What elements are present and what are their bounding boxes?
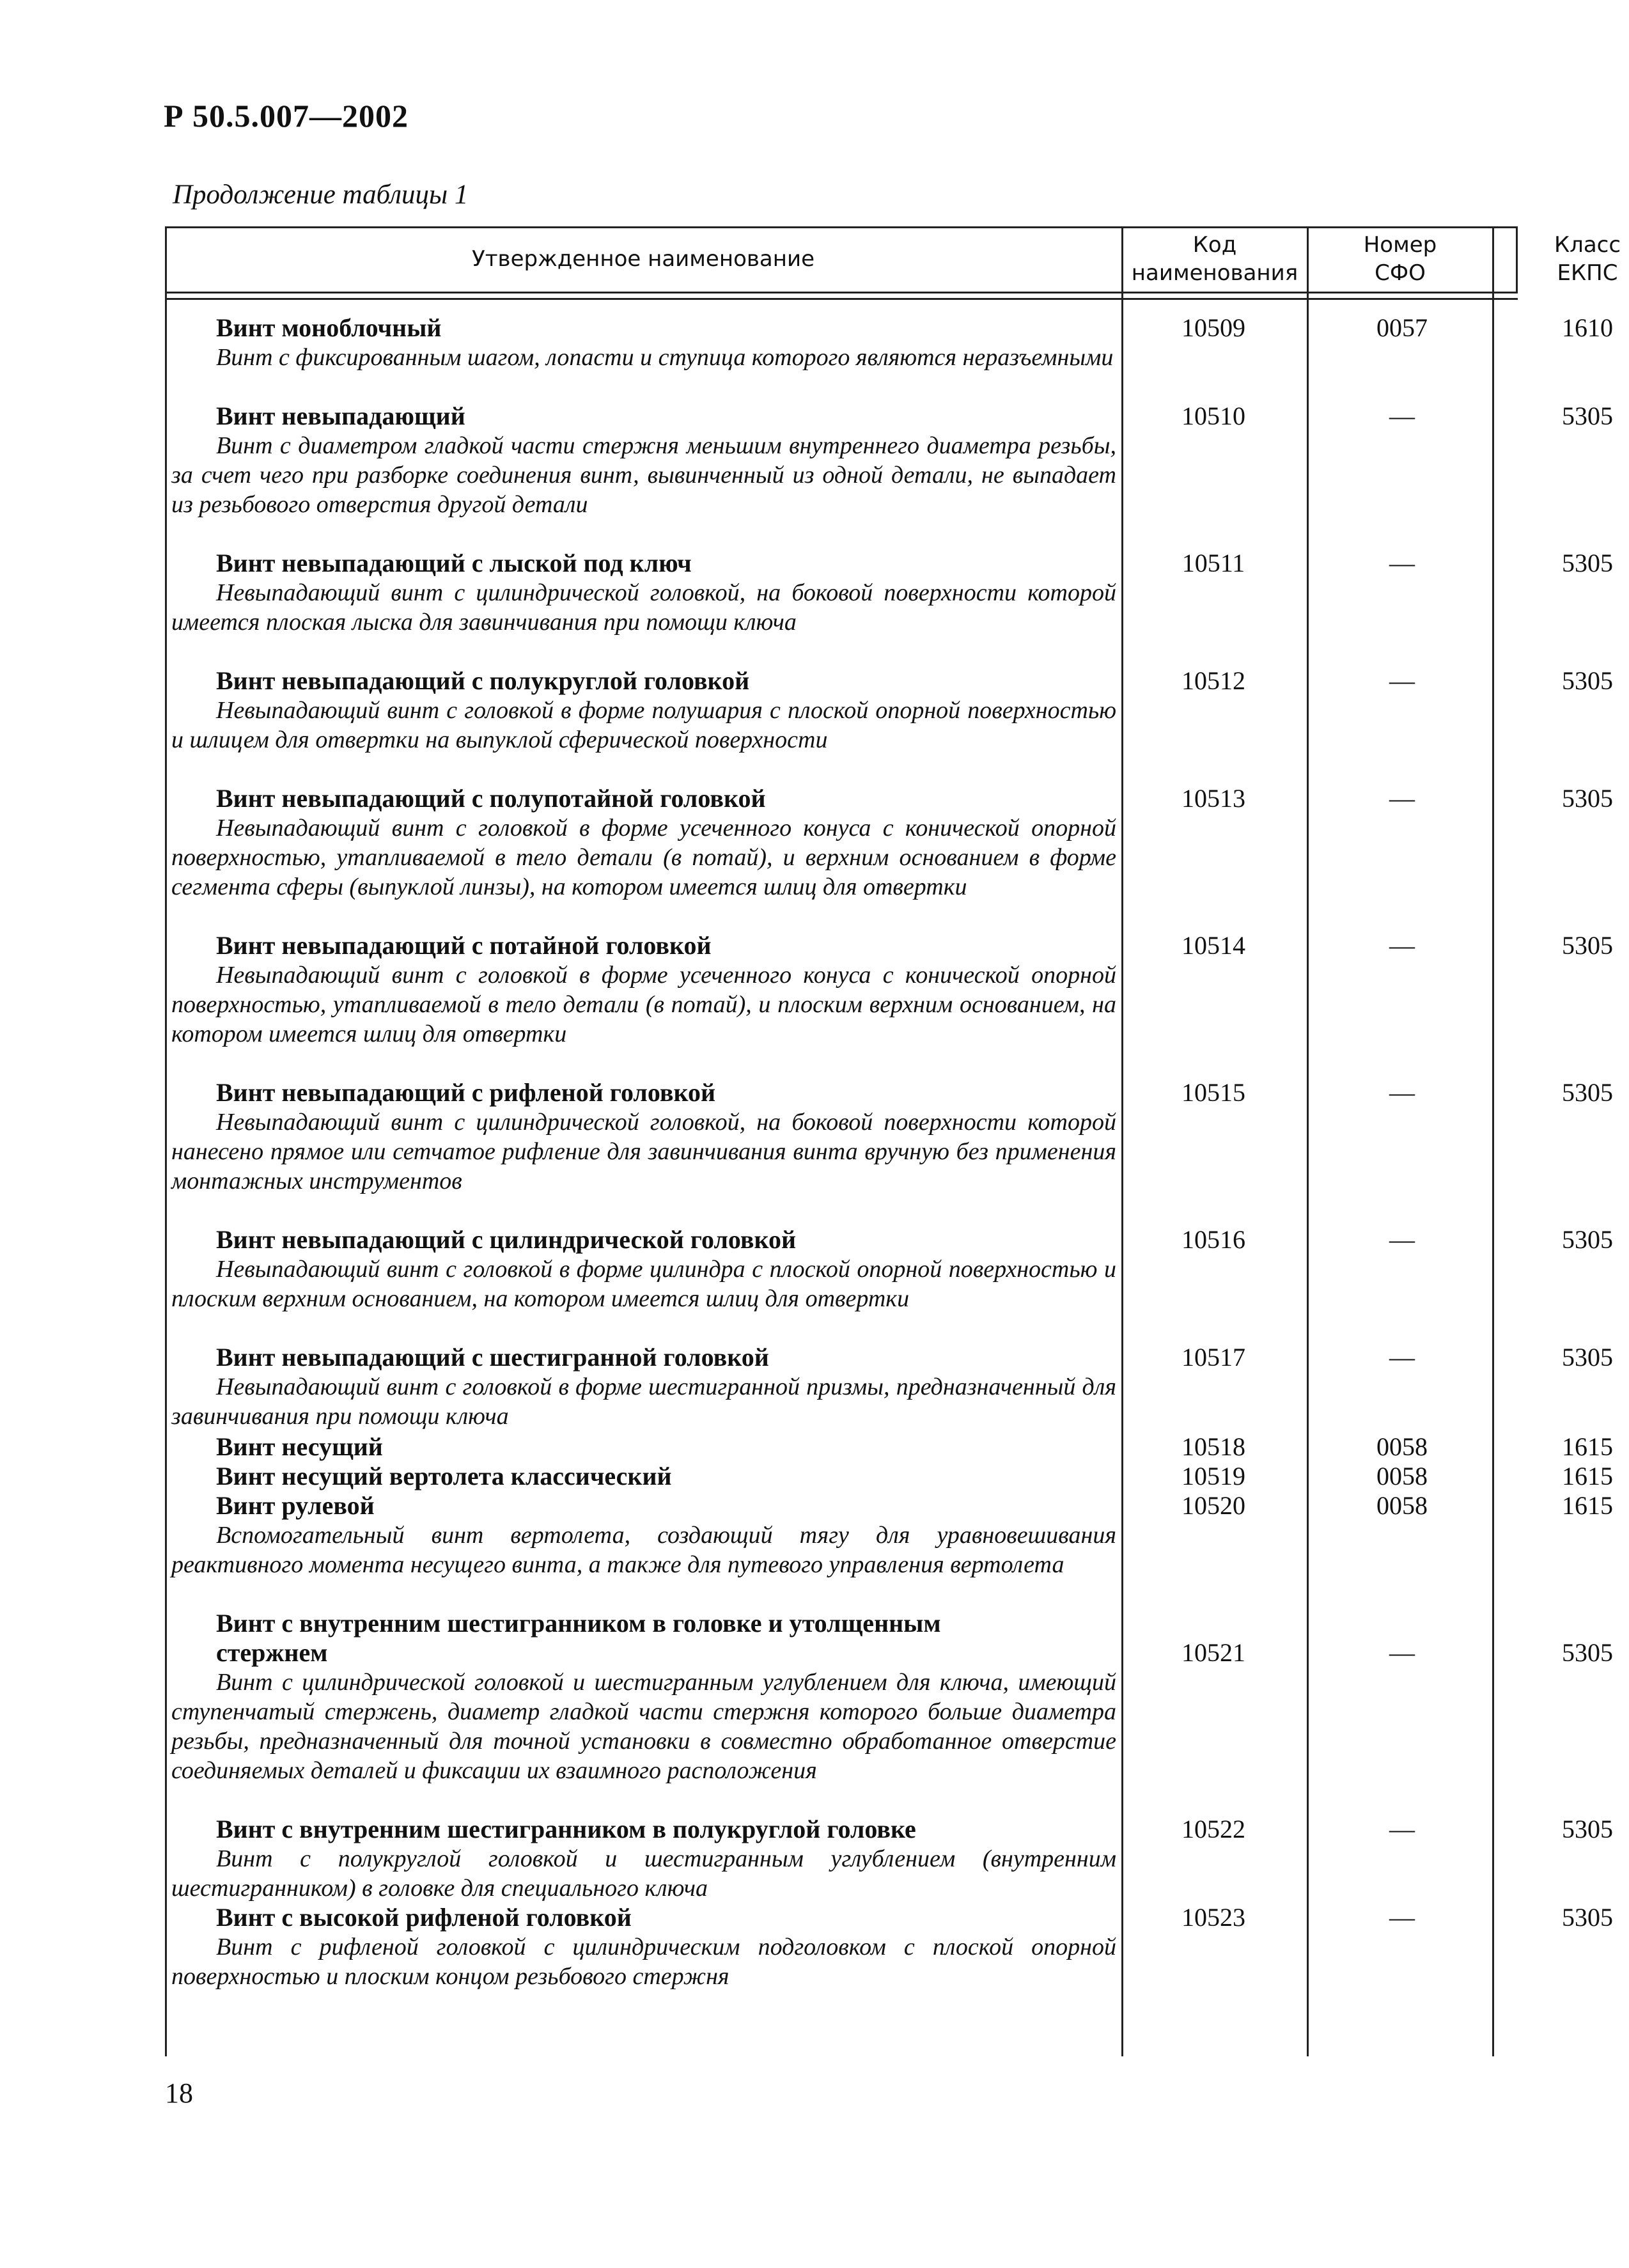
name-code: 10517 xyxy=(1181,1343,1245,1372)
term-definition: Винт с фиксированным шагом, лопасти и ступица которого являются неразъемными xyxy=(216,344,1114,371)
ekps-class: 5305 xyxy=(1562,402,1613,430)
sfo-number: — xyxy=(1389,666,1415,695)
column-divider-sfo xyxy=(1307,226,1309,2056)
term-definition: Невыпадающий винт с головкой в форме шестигранной призмы, предназначенный для завинчивания при помощи ключа xyxy=(171,1373,1116,1430)
header-divider xyxy=(165,292,1518,293)
name-code: 10520 xyxy=(1181,1491,1245,1520)
ekps-class: 1610 xyxy=(1562,313,1613,342)
sfo-number: — xyxy=(1389,1225,1415,1254)
name-code: 10510 xyxy=(1181,402,1245,430)
sfo-number: — xyxy=(1389,402,1415,430)
term-name: Винт несущий xyxy=(216,1432,383,1461)
ekps-class: 5305 xyxy=(1562,1638,1613,1667)
term-name: Винт невыпадающий с потайной головкой xyxy=(216,931,712,960)
name-code: 10511 xyxy=(1181,549,1245,577)
sfo-number: — xyxy=(1389,1903,1415,1932)
sfo-number: 0057 xyxy=(1376,313,1428,342)
sfo-number: — xyxy=(1389,549,1415,577)
column-header-sfo: Номер СФО xyxy=(1363,232,1437,286)
name-code: 10519 xyxy=(1181,1462,1245,1490)
term-definition: Невыпадающий винт с головкой в форме цилиндра с плоской опорной поверхностью и плоским верхним основанием, на котором имеется шлиц для отвертки xyxy=(171,1256,1116,1312)
term-name: Винт с внутренним шестигранником в полукруглой головке xyxy=(216,1815,916,1843)
term-definition: Винт с диаметром гладкой части стержня меньшим внутреннего диаметра резьбы, за счет чего при разборке соединения винт, вывинченный из одной детали, не выпадает из резьбового отверстия другой детали xyxy=(171,432,1116,518)
table-caption: Продолжение таблицы 1 xyxy=(173,180,469,210)
sfo-number: — xyxy=(1389,1078,1415,1107)
sfo-number: 0058 xyxy=(1376,1462,1428,1490)
term-definition: Невыпадающий винт с головкой в форме усеченного конуса с конической опорной поверхностью, утапливаемой в тело детали (в потай), и плоским верхним основанием, на котором имеется шлиц для отвертки xyxy=(171,962,1116,1047)
ekps-class: 5305 xyxy=(1562,1903,1613,1932)
term-name: Винт несущий вертолета классический xyxy=(216,1462,672,1490)
name-code: 10515 xyxy=(1181,1078,1245,1107)
ekps-class: 5305 xyxy=(1562,1225,1613,1254)
column-header-ekps: Класс ЕКПС xyxy=(1554,232,1621,286)
ekps-class: 1615 xyxy=(1562,1462,1613,1490)
ekps-class: 5305 xyxy=(1562,931,1613,960)
sfo-number: — xyxy=(1389,1343,1415,1372)
name-code: 10518 xyxy=(1181,1432,1245,1461)
header-divider-double xyxy=(165,298,1518,300)
name-code: 10523 xyxy=(1181,1903,1245,1932)
name-code: 10513 xyxy=(1181,784,1245,813)
term-name: Винт невыпадающий с шестигранной головкой xyxy=(216,1343,769,1372)
ekps-class: 5305 xyxy=(1562,1815,1613,1843)
term-name: Винт моноблочный xyxy=(216,313,442,342)
sfo-number: 0058 xyxy=(1376,1432,1428,1461)
sfo-number: — xyxy=(1389,931,1415,960)
ekps-class: 5305 xyxy=(1562,549,1613,577)
term-definition: Винт с полукруглой головкой и шестигранным углублением (внутренним шестигранником) в головке для специального ключа xyxy=(171,1845,1116,1902)
term-definition: Невыпадающий винт с цилиндрической головкой, на боковой поверхности которой имеется плоская лыска для завинчивания при помощи ключа xyxy=(171,579,1116,636)
term-name: Винт невыпадающий с полукруглой головкой xyxy=(216,666,750,695)
term-definition: Вспомогательный винт вертолета, создающий тягу для уравновешивания реактивного момента несущего винта, а также для путевого управления вертолета xyxy=(171,1522,1116,1578)
ekps-class: 5305 xyxy=(1562,666,1613,695)
term-name: Винт невыпадающий с рифленой головкой xyxy=(216,1078,716,1107)
table-border-left xyxy=(165,226,167,2056)
standard-code: Р 50.5.007—2002 xyxy=(164,98,409,134)
name-code: 10514 xyxy=(1181,931,1245,960)
term-name: Винт с высокой рифленой головкой xyxy=(216,1903,632,1932)
term-name: Винт невыпадающий с лыской под ключ xyxy=(216,549,692,577)
term-name: Винт с внутренним шестигранником в головке и утолщенным стержнем xyxy=(216,1609,941,1667)
term-definition: Невыпадающий винт с головкой в форме усеченного конуса с конической опорной поверхностью, утапливаемой в тело детали (в потай), и верхним основанием в форме сегмента сферы (выпуклой линзы), на котором имеется шлиц для отвертки xyxy=(171,815,1116,900)
name-code: 10522 xyxy=(1181,1815,1245,1843)
term-name: Винт невыпадающий с цилиндрической головкой xyxy=(216,1225,797,1254)
column-header-name: Утвержденное наименование xyxy=(472,246,814,272)
term-definition: Невыпадающий винт с головкой в форме полушария с плоской опорной поверхностью и шлицем для отвертки на выпуклой сферической поверхности xyxy=(171,697,1116,753)
ekps-class: 5305 xyxy=(1562,784,1613,813)
column-header-code: Код наименования xyxy=(1131,232,1298,286)
name-code: 10521 xyxy=(1181,1638,1245,1667)
name-code: 10512 xyxy=(1181,666,1245,695)
term-name: Винт рулевой xyxy=(216,1491,375,1520)
terms-table xyxy=(165,226,1621,2056)
sfo-number: 0058 xyxy=(1376,1491,1428,1520)
page-number: 18 xyxy=(165,2077,193,2109)
term-definition: Невыпадающий винт с цилиндрической головкой, на боковой поверхности которой нанесено прямое или сетчатое рифление для завинчивания винта вручную без применения монтажных инструментов xyxy=(171,1109,1116,1194)
term-definition: Винт с цилиндрической головкой и шестигранным углублением для ключа, имеющий ступенчатый стержень, диаметр гладкой части стержня которого больше диаметра резьбы, предназначенный для точной установки в совместно обработанное отверстие соединяемых деталей и фиксации их взаимного расположения xyxy=(171,1669,1116,1784)
name-code: 10516 xyxy=(1181,1225,1245,1254)
ekps-class: 5305 xyxy=(1562,1078,1613,1107)
ekps-class: 1615 xyxy=(1562,1432,1613,1461)
sfo-number: — xyxy=(1389,1815,1415,1843)
name-code: 10509 xyxy=(1181,313,1245,342)
ekps-class: 5305 xyxy=(1562,1343,1613,1372)
term-name: Винт невыпадающий xyxy=(216,402,465,430)
sfo-number: — xyxy=(1389,1638,1415,1667)
column-divider-ekps xyxy=(1492,226,1494,2056)
term-definition: Винт с рифленой головкой с цилиндрическим подголовком с плоской опорной поверхностью и плоским концом резьбового стержня xyxy=(171,1934,1116,1990)
column-divider-code xyxy=(1121,226,1123,2056)
ekps-class: 1615 xyxy=(1562,1491,1613,1520)
sfo-number: — xyxy=(1389,784,1415,813)
term-name: Винт невыпадающий с полупотайной головкой xyxy=(216,784,766,813)
